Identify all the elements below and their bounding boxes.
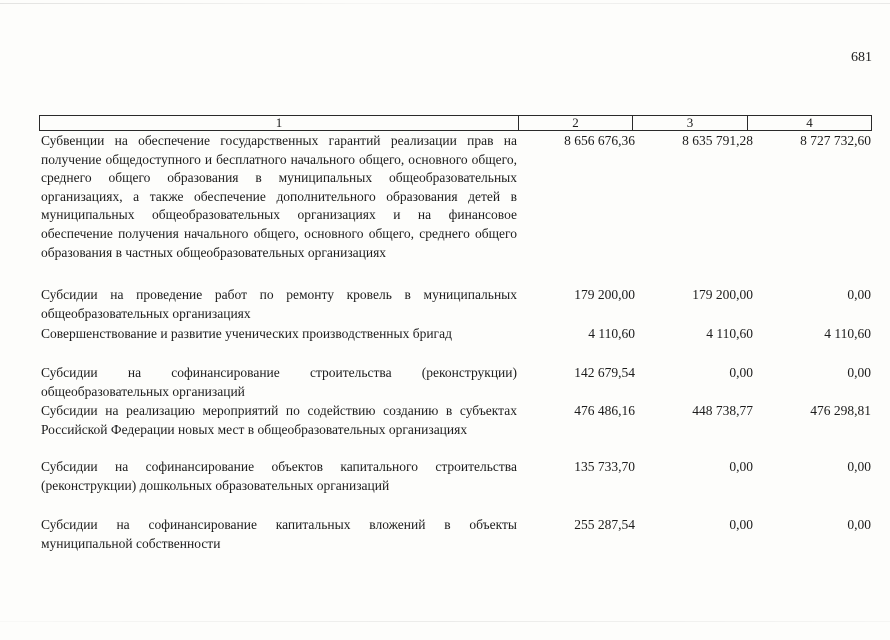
row-description: Совершенствование и развитие ученических производственных бригад [41, 326, 452, 341]
row-value-col3: 0,00 [729, 459, 753, 474]
row-value-col2: 135 733,70 [574, 459, 635, 474]
scan-edge-top [0, 3, 890, 4]
table-row [39, 364, 872, 401]
row-value-col3: 4 110,60 [706, 326, 753, 341]
row-description: Субвенции на обеспечение государственных гарантий реализации прав на получение общедоступного и бесплатного начального общего, основного общего, среднего общего образования в муниципальных общеобразовательных организациях, а также обеспечение дополнительного образования детей в муниципальных общеобразовательных организациях и на финансовое обеспечение получения начального общего, основного общего, среднего общего образования в частных общеобразовательных организациях [41, 133, 517, 260]
row-description: Субсидии на софинансирование объектов капитального строительства (реконструкции) дошкольных образовательных организаций [41, 459, 517, 493]
row-value-col4: 4 110,60 [824, 326, 871, 341]
column-header-2: 2 [518, 116, 632, 130]
table-row [39, 325, 872, 344]
row-value-col2: 8 656 676,36 [564, 133, 635, 148]
row-value-col2: 476 486,16 [574, 403, 635, 418]
row-value-col3: 0,00 [729, 517, 753, 532]
table-row [39, 458, 872, 495]
column-header-1: 1 [275, 115, 283, 130]
row-description: Субсидии на софинансирование капитальных вложений в объекты муниципальной собственности [41, 517, 517, 551]
row-value-col2: 179 200,00 [574, 287, 635, 302]
column-header-4: 4 [747, 116, 871, 130]
page-number: 681 [851, 50, 872, 65]
column-header-3: 3 [632, 116, 747, 130]
table-row [39, 132, 872, 262]
row-description: Субсидии на реализацию мероприятий по содействию созданию в субъектах Российской Федерации новых мест в общеобразовательных организациях [41, 403, 517, 437]
row-value-col2: 4 110,60 [588, 326, 635, 341]
scan-edge-bottom [0, 621, 890, 622]
row-value-col3: 179 200,00 [692, 287, 753, 302]
table-row [39, 402, 872, 439]
table-row [39, 516, 872, 553]
row-value-col3: 448 738,77 [692, 403, 753, 418]
row-value-col2: 255 287,54 [574, 517, 635, 532]
row-description: Субсидии на софинансирование строительства (реконструкции) общеобразовательных организаций [41, 365, 517, 399]
row-value-col4: 476 298,81 [810, 403, 871, 418]
row-value-col4: 0,00 [847, 459, 871, 474]
table-header-row [39, 115, 872, 131]
table-row [39, 286, 872, 323]
row-value-col4: 0,00 [847, 287, 871, 302]
row-value-col4: 8 727 732,60 [800, 133, 871, 148]
row-value-col3: 8 635 791,28 [682, 133, 753, 148]
row-value-col3: 0,00 [729, 365, 753, 380]
row-value-col4: 0,00 [847, 517, 871, 532]
row-description: Субсидии на проведение работ по ремонту кровель в муниципальных общеобразовательных организациях [41, 287, 517, 321]
row-value-col4: 0,00 [847, 365, 871, 380]
row-value-col2: 142 679,54 [574, 365, 635, 380]
